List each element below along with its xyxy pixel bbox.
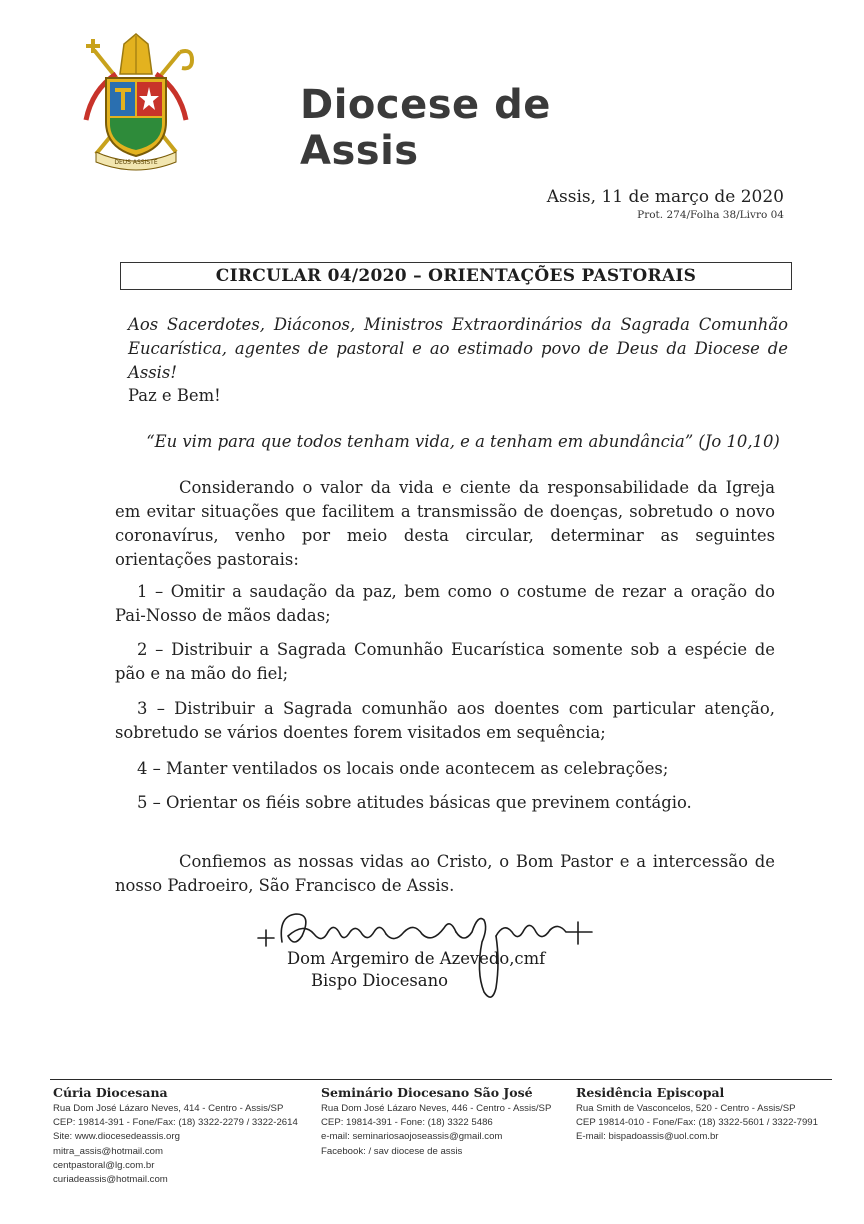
footer-email: centpastoral@lg.com.br [53,1159,155,1171]
protocol-text: Prot. 274/Folha 38/Livro 04 [637,209,784,221]
guideline-item: 2 – Distribuir a Sagrada Comunhão Eucarística somente sob a espécie de pão e na mão do fiel; [115,640,775,683]
footer-email: e-mail: seminariosaojoseassis@gmail.com [321,1131,503,1143]
guideline-item: 3 – Distribuir a Sagrada comunhão aos doentes com particular atenção, sobretudo se vários doentes forem visitados em sequência; [115,699,775,742]
closing-paragraph: Confiemos as nossas vidas ao Cristo, o Bom Pastor e a intercessão de nosso Padroeiro, São Francisco de Assis. [115,852,775,895]
footer-divider [50,1079,832,1080]
guideline-item: 5 – Orientar os fiéis sobre atitudes básicas que previnem contágio. [137,793,692,812]
addressee-paragraph: Aos Sacerdotes, Diáconos, Ministros Extraordinários da Sagrada Comunhão Eucarística, agentes de pastoral e ao estimado povo de Deus da Diocese de Assis! [128,315,788,382]
footer-phone: CEP: 19814-391 - Fone/Fax: (18) 3322-2279 / 3322-2614 [53,1117,298,1129]
footer-heading: Seminário Diocesano São José [321,1085,533,1100]
footer-email: curiadeassis@hotmail.com [53,1174,168,1186]
footer-residencia [576,1085,836,1145]
footer-email: E-mail: bispadoassis@uol.com.br [576,1131,719,1143]
footer-curia [53,1085,313,1187]
circular-title-box [120,262,792,290]
intro-paragraph: Considerando o valor da vida e ciente da responsabilidade da Igreja em evitar situações que facilitem a transmissão de doenças, sobretudo o novo coronavírus, venho por meio desta circular, determinar as seguintes orientações pastorais: [115,478,775,569]
guideline-item: 4 – Manter ventilados os locais onde acontecem as celebrações; [137,759,669,778]
footer-seminario [321,1085,571,1159]
guideline-item: 1 – Omitir a saudação da paz, bem como o costume de rezar a oração do Pai-Nosso de mãos dadas; [115,582,775,625]
scroll-motto: DEUS ASSISTE [114,159,158,166]
page-title: Diocese de Assis [300,82,551,174]
footer-facebook: Facebook: / sav diocese de assis [321,1145,463,1157]
signer-role: Bispo Diocesano [311,971,449,990]
greeting: Paz e Bem! [128,386,221,405]
footer-website: Site: www.diocesedeassis.org [53,1131,180,1143]
footer-email: mitra_assis@hotmail.com [53,1145,163,1157]
diocese-coat-of-arms [72,30,200,172]
date-text: Assis, 11 de março de 2020 [546,187,784,207]
footer-phone: CEP 19814-010 - Fone/Fax: (18) 3322-5601 / 3322-7991 [576,1117,818,1129]
scripture-quote: “Eu vim para que todos tenham vida, e a tenham em abundância” (Jo 10,10) [146,432,780,451]
signer-name: Dom Argemiro de Azevedo,cmf [287,949,546,968]
dateline [547,187,784,221]
footer-phone: CEP: 19814-391 - Fone: (18) 3322 5486 [321,1117,493,1129]
circular-title: CIRCULAR 04/2020 – ORIENTAÇÕES PASTORAIS [215,266,697,286]
footer-address: Rua Dom José Lázaro Neves, 414 - Centro - Assis/SP [53,1103,284,1114]
signer-block [287,948,545,992]
footer-address: Rua Dom José Lázaro Neves, 446 - Centro - Assis/SP [321,1103,552,1114]
footer-heading: Residência Episcopal [576,1085,725,1100]
footer-address: Rua Smith de Vasconcelos, 520 - Centro - Assis/SP [576,1103,796,1114]
footer-heading: Cúria Diocesana [53,1085,168,1100]
